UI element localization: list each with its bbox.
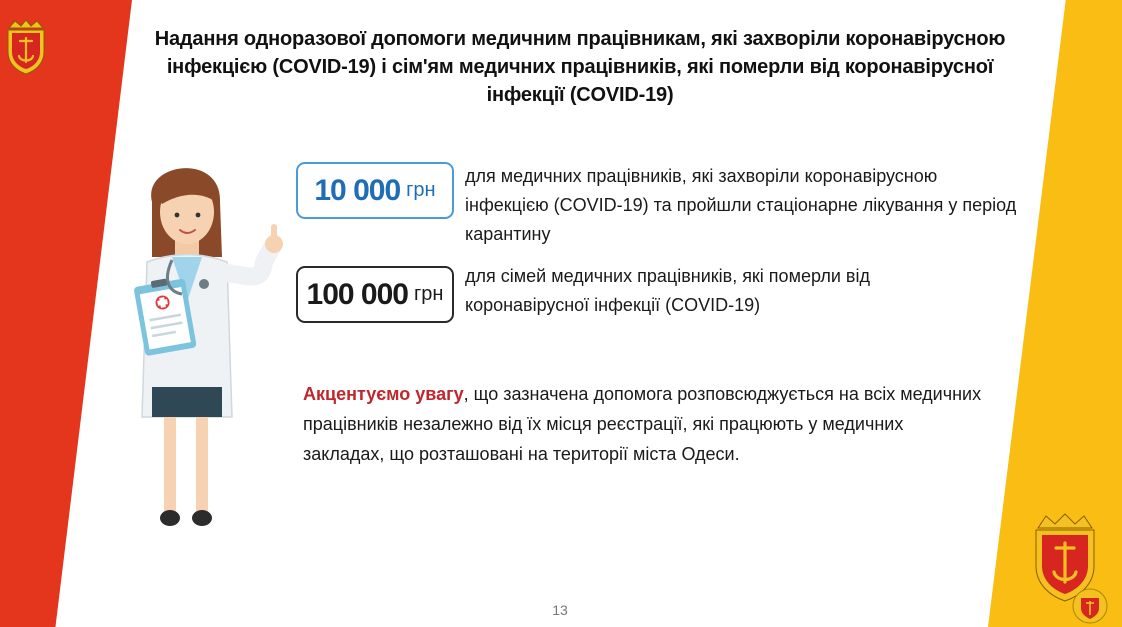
- notice-text: , що зазначена допомога розповсюджується на всіх медичних працівників незалежно від їх місця реєстрації, які працюють у медичних закладах, що розташовані на території міста Одеси.: [303, 384, 982, 464]
- odesa-emblem-small-icon: [1068, 588, 1112, 624]
- amount-10000-box: [296, 162, 454, 219]
- amount-10000-description: для медичних працівників, які захворіли коронавірусною інфекцією (COVID-19) та пройшли стаціонарне лікування у період карантину: [465, 166, 1017, 244]
- amount-100000-description: для сімей медичних працівників, які померли від коронавірусної інфекції (COVID-19): [465, 266, 870, 315]
- amount-currency: грн: [406, 179, 436, 201]
- slide-title: Надання одноразової допомоги медичним працівникам, які захворіли коронавірусною інфекцією (COVID-19) і сім'ям медичних працівників, які померли від коронавірусної інфекції (COVID-19): [154, 28, 1006, 106]
- amount-100000-box: [296, 266, 454, 323]
- page-number: 13: [552, 602, 568, 618]
- notice-highlight: Акцентуємо увагу: [303, 384, 464, 404]
- doctor-illustration: [112, 152, 292, 542]
- amount-currency: грн: [413, 283, 444, 305]
- amount-value: 100 000: [306, 277, 408, 311]
- odesa-coat-of-arms-icon: [3, 18, 49, 76]
- notice-paragraph: [303, 379, 983, 469]
- amount-value: 10 000: [314, 173, 401, 207]
